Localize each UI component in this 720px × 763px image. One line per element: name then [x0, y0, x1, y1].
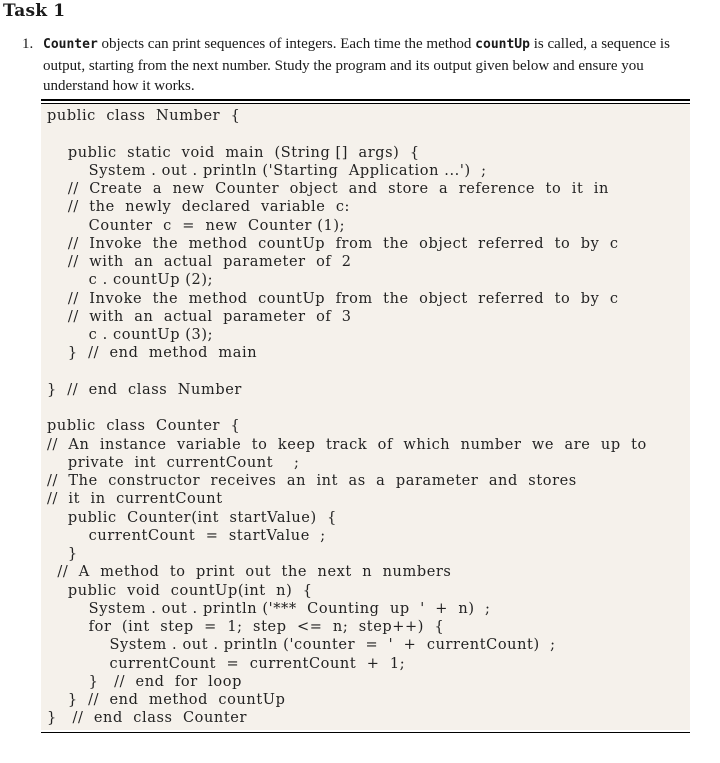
code-line: System . out . println ('Starting Application ...') ;: [47, 162, 487, 179]
code-line: // the newly declared variable c:: [47, 199, 351, 216]
code-line: public Counter(int startValue) {: [47, 509, 337, 526]
code-line: c . countUp (3);: [47, 327, 214, 343]
code-line: public void countUp(int n) {: [47, 582, 313, 599]
item-description: [43, 34, 698, 97]
code-line: // it in currentCount: [47, 491, 223, 508]
code-line: } // end class Number: [47, 381, 242, 398]
code-line: currentCount = currentCount + 1;: [47, 655, 406, 672]
code-line: } // end method main: [47, 345, 258, 362]
task-title: Task 1: [3, 1, 66, 21]
code-line: public static void main (String [] args) {: [47, 144, 420, 161]
top-rule-thick: [41, 99, 690, 101]
code-line: // A method to print out the next n numbers: [47, 564, 452, 581]
item-number: 1.: [22, 36, 34, 52]
code-line: currentCount = startValue ;: [47, 527, 326, 544]
code-line: System . out . println ('*** Counting up ' + n) ;: [47, 600, 491, 617]
code-line: // An instance variable to keep track of which number we are up to: [47, 436, 647, 453]
code-listing: [41, 104, 690, 730]
code-line: c . countUp (2);: [47, 272, 214, 289]
code-line: public class Number {: [47, 108, 241, 124]
description-part-b: is called, a sequence is output, starting from the next number. Study the program and its output given below and ensure you understand how it works.: [43, 36, 670, 94]
bottom-rule: [41, 732, 690, 733]
code-line: // with an actual parameter of 3: [47, 308, 352, 325]
code-line: } // end for loop: [47, 673, 242, 690]
code-line: Counter c = new Counter (1);: [47, 217, 346, 234]
code-line: // Create a new Counter object and store a reference to it in: [47, 181, 609, 197]
code-line: } // end method countUp: [47, 692, 286, 708]
code-line: private int currentCount ;: [47, 454, 300, 471]
code-line: // The constructor receives an int as a parameter and stores: [47, 473, 577, 489]
code-line: // Invoke the method countUp from the object referred to by c: [47, 235, 619, 252]
code-line: public class Counter {: [47, 418, 241, 435]
code-line: } // end class Counter: [47, 710, 248, 727]
code-line: for (int step = 1; step <= n; step++) {: [47, 619, 445, 635]
description-part-a: objects can print sequences of integers. Each time the method: [97, 36, 476, 52]
code-line: }: [47, 546, 78, 562]
task-item: [22, 34, 698, 97]
class-name-code: Counter: [43, 37, 98, 52]
code-line: // with an actual parameter of 2: [47, 254, 352, 270]
code-line: // Invoke the method countUp from the object referred to by c: [47, 290, 619, 307]
method-name-code: countUp: [475, 37, 530, 52]
code-line: System . out . println ('counter = ' + currentCount) ;: [47, 637, 556, 654]
